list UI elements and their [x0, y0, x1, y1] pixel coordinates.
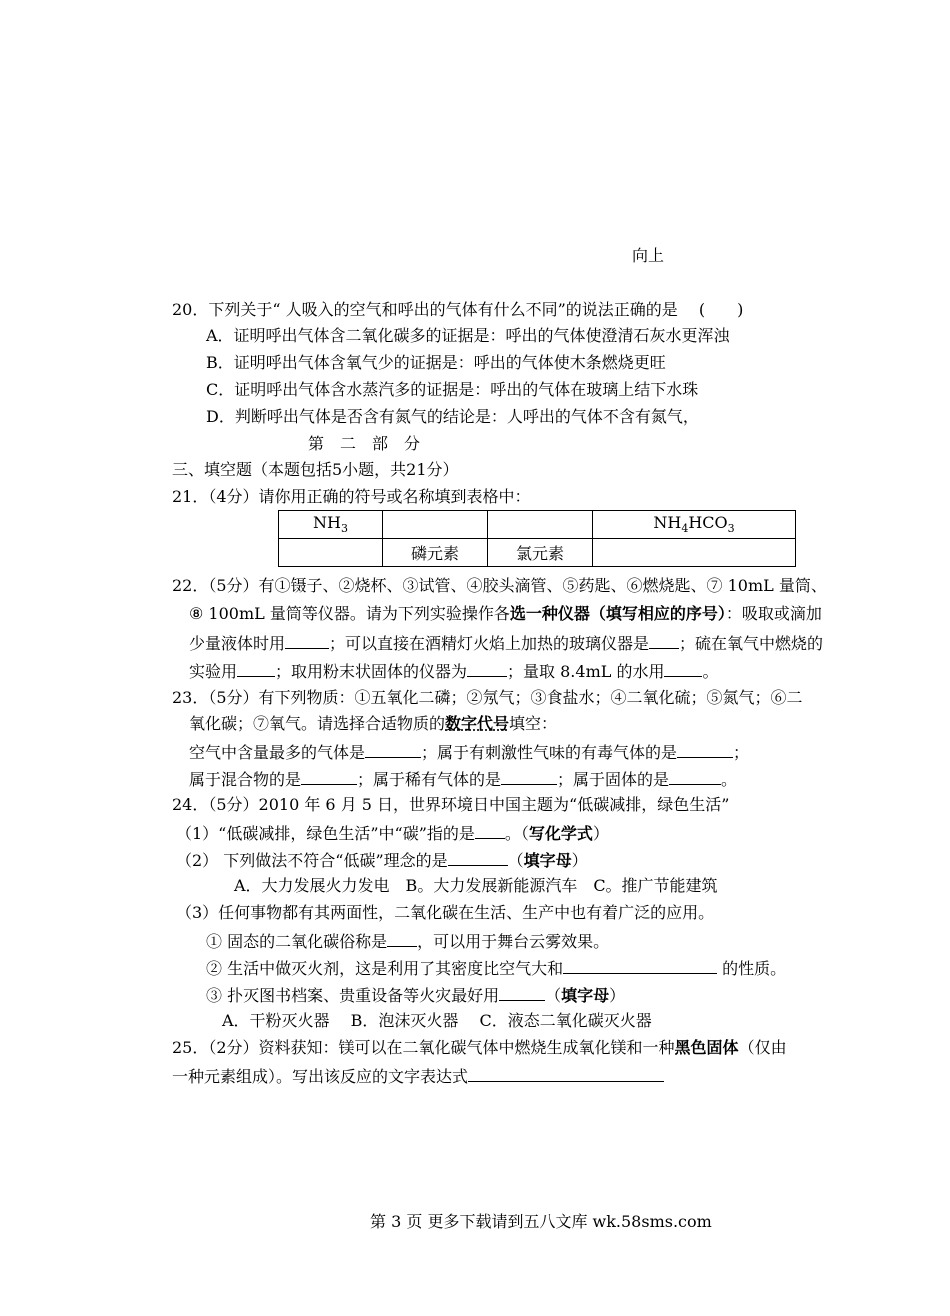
q24-l7a: ② 生活中做灭火剂，这是利用了其密度比空气大和 — [206, 959, 564, 978]
q23-blank-3[interactable] — [301, 768, 357, 785]
q24-line9: A．干粉灭火器 B．泡沫灭火器 C．液态二氧化碳灭火器 — [222, 1011, 652, 1030]
q23-blank-1[interactable] — [365, 741, 421, 758]
page-footer: 第 3 页 更多下载请到五八文库 wk.58sms.com — [370, 1212, 712, 1231]
q23-l4d: 。 — [721, 770, 738, 789]
q24-l2-bold: 写化学式 — [528, 824, 593, 843]
q21-stem: 21．（4分）请你用正确的符号或名称填到表格中： — [172, 487, 531, 506]
q24-line3 — [176, 849, 588, 871]
nh3-sub: 3 — [340, 522, 348, 536]
q23-blank-5[interactable] — [669, 768, 721, 785]
q24-line8 — [206, 984, 625, 1006]
q23-l3b: ；属于有刺激性气味的有毒气体的是 — [421, 743, 678, 762]
q20-option-c: C．证明呼出气体含水蒸汽多的证据是：呼出的气体在玻璃上结下水珠 — [206, 380, 699, 399]
nh4-sub: 4 — [681, 522, 689, 536]
q24-l3d: ） — [571, 851, 588, 870]
q20-stem — [172, 300, 743, 320]
q22-l4b: ；取用粉末状固体的仪器为 — [275, 662, 468, 681]
q25-line1 — [172, 1038, 787, 1058]
q24-l8b: （ — [545, 986, 562, 1005]
q25-l1c: （仅由 — [738, 1038, 787, 1057]
q22-line4 — [189, 660, 718, 682]
q24-l2a: （1）“低碳减排，绿色生活”中“碳”指的是 — [176, 824, 475, 843]
q24-line1: 24．（5分）2010 年 6 月 5 日，世界环境日中国主题为“低碳减排，绿色生活” — [172, 795, 730, 814]
q22-blank-2[interactable] — [649, 632, 679, 649]
q24-blank-4[interactable] — [563, 957, 717, 974]
nh4-base: NH — [653, 513, 682, 533]
q24-blank-2[interactable] — [448, 849, 508, 866]
q21-cell-nh4hco3 — [593, 511, 796, 539]
q23-l4c: ；属于固体的是 — [557, 770, 670, 789]
q24-l6b: ，可以用于舞台云雾效果。 — [417, 932, 610, 951]
q24-l8-bold: 填字母 — [561, 986, 610, 1005]
q22-line1: 22．（5分）有①镊子、②烧杯、③试管、④胶头滴管、⑤药匙、⑥燃烧匙、⑦ 10mL 量筒、 — [172, 576, 827, 595]
q25-line2 — [172, 1065, 664, 1087]
nh3-base: NH — [313, 513, 341, 533]
q24-blank-1[interactable] — [475, 822, 505, 839]
q23-l3a: 空气中含量最多的气体是 — [189, 743, 366, 762]
q24-l2b: 。（ — [504, 824, 529, 843]
q20-paren: ( ) — [698, 300, 744, 319]
q21-blank-cell[interactable] — [279, 539, 383, 567]
q22-l3c: ；硫在氧气中燃烧的 — [679, 634, 824, 653]
q24-l8a: ③ 扑灭图书档案、贵重设备等火灾最好用 — [206, 986, 500, 1005]
q25-l1-bold: 黑色固体 — [674, 1038, 739, 1057]
q23-l2-bold: 数字代号 — [445, 714, 510, 733]
q22-l4c: ；量取 8.4mL 的水用 — [507, 662, 665, 681]
q24-line5: （3）任何事物都有其两面性，二氧化碳在生活、生产中也有着广泛的应用。 — [176, 903, 715, 922]
q21-cell-phosphorus: 磷元素 — [383, 539, 488, 567]
q23-l4b: ；属于稀有气体的是 — [357, 770, 502, 789]
q23-l2c: 填空： — [509, 714, 558, 733]
q21-blank-cell[interactable] — [383, 511, 488, 539]
q24-l3-bold: 填字母 — [523, 851, 572, 870]
q23-blank-4[interactable] — [501, 768, 557, 785]
q23-blank-2[interactable] — [677, 741, 733, 758]
q21-cell-nh3 — [279, 511, 383, 539]
q22-blank-4[interactable] — [467, 660, 507, 677]
q22-line3 — [189, 632, 823, 654]
hco-sub: 3 — [727, 522, 735, 536]
q24-l3b: （ — [507, 851, 524, 870]
q21-blank-cell[interactable] — [488, 511, 593, 539]
q25-l2: 一种元素组成）。写出该反应的文字表达式 — [172, 1067, 469, 1086]
q23-l4a: 属于混合物的是 — [189, 770, 302, 789]
q25-l1a: 25．（2分）资料获知：镁可以在二氧化碳气体中燃烧生成氧化镁和一种 — [172, 1038, 675, 1057]
q23-line3 — [189, 741, 749, 763]
q22-blank-5[interactable] — [664, 660, 702, 677]
q24-l8d: ） — [609, 986, 626, 1005]
q22-line2 — [189, 604, 822, 624]
q22-blank-1[interactable] — [285, 632, 329, 649]
q23-line1: 23．（5分）有下列物质：①五氧化二磷；②氖气；③食盐水；④二氧化硫；⑤氮气；⑥二 — [172, 688, 803, 707]
q20-option-a: A．证明呼出气体含二氧化碳多的证据是：呼出的气体使澄清石灰水更浑浊 — [206, 326, 730, 345]
q24-line7 — [206, 957, 786, 979]
q24-l6a: ① 固态的二氧化碳俗称是 — [206, 932, 388, 951]
q24-blank-3[interactable] — [387, 930, 417, 947]
q20-option-b: B．证明呼出气体含氧气少的证据是：呼出的气体使木条燃烧更旺 — [206, 353, 666, 372]
q22-l3b: ；可以直接在酒精灯火焰上加热的玻璃仪器是 — [329, 634, 650, 653]
q20-stem-text: 20．下列关于“ 人吸入的空气和呼出的气体有什么不同”的说法正确的是 — [172, 300, 678, 319]
q22-l2c: ：吸取或滴加 — [725, 604, 822, 623]
q21-table — [278, 510, 796, 567]
q24-blank-5[interactable] — [499, 984, 545, 1001]
q22-l4a: 实验用 — [189, 662, 238, 681]
q22-l4d: 。 — [702, 662, 719, 681]
q23-line2 — [189, 714, 557, 734]
q22-l2a: ⑧ 100mL 量筒等仪器。请为下列实验操作各 — [189, 604, 510, 623]
q23-l3c: ； — [733, 743, 750, 762]
q21-blank-cell[interactable] — [593, 539, 796, 567]
q23-l2a: 氧化碳；⑦氧气。请选择合适物质的 — [189, 714, 446, 733]
q24-line6 — [206, 930, 609, 952]
q24-l3a: （2） 下列做法不符合“低碳”理念的是 — [176, 851, 448, 870]
table-row — [279, 511, 796, 539]
q22-l2-bold: 选一种仪器（填写相应的序号） — [509, 604, 726, 623]
hco-base: HCO — [688, 513, 728, 533]
q23-line4 — [189, 768, 737, 790]
q22-blank-3[interactable] — [237, 660, 275, 677]
q24-l7b: 的性质。 — [717, 959, 787, 978]
part-title: 第 二 部 分 — [308, 434, 421, 453]
q22-l3a: 少量液体时用 — [189, 634, 286, 653]
section3-heading: 三、填空题（本题包括5小题，共21分） — [172, 460, 459, 479]
q21-cell-chlorine: 氯元素 — [488, 539, 593, 567]
q24-l2d: ） — [592, 824, 609, 843]
q20-option-d: D．判断呼出气体是否含有氮气的结论是：人呼出的气体不含有氮气， — [206, 407, 699, 426]
q25-blank[interactable] — [468, 1065, 664, 1082]
table-row — [279, 539, 796, 567]
q24-line4: A．大力发展火力发电 B。大力发展新能源汽车 C。推广节能建筑 — [234, 876, 718, 895]
q24-line2 — [176, 822, 609, 844]
top-label: 向上 — [632, 246, 665, 265]
